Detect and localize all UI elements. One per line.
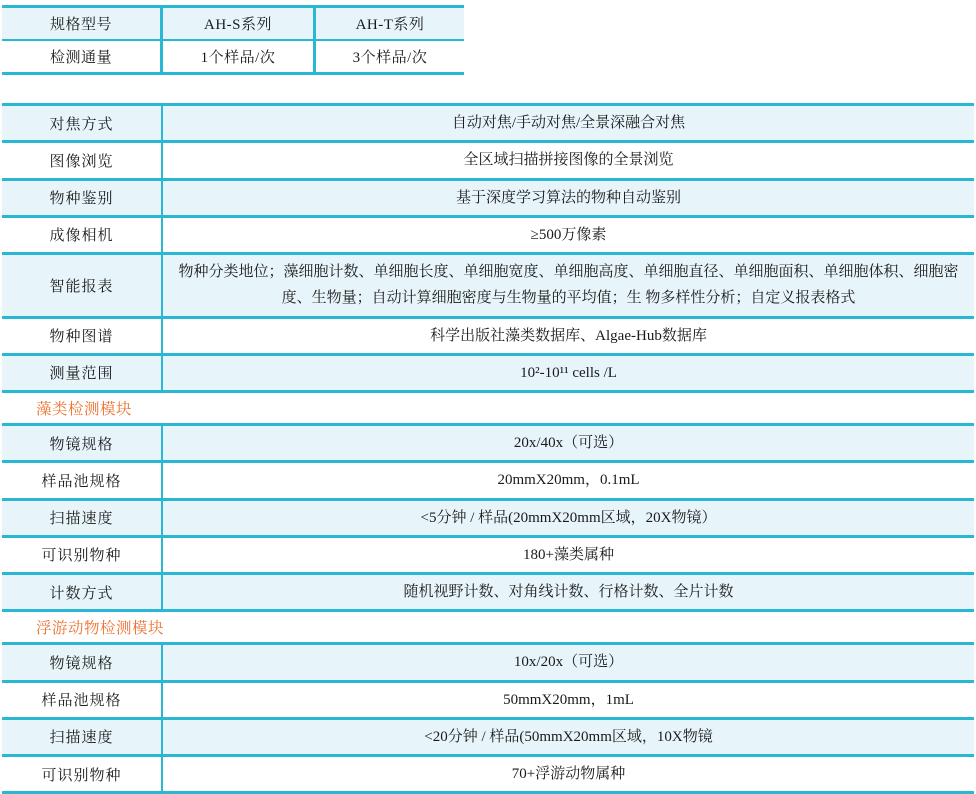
table-row [2, 41, 464, 72]
spec-value: ≥500万像素 [530, 226, 607, 243]
spec-value: 自动对焦/手动对焦/全景深融合对焦 [451, 115, 686, 131]
spec-value: 180+藻类属种 [523, 546, 614, 563]
spec-value: 物种分类地位；藻细胞计数、单细胞长度、单细胞宽度、单细胞高度、单细胞直径、单细胞面积、单细胞体积、细胞密度、生物量；自动计算细胞密度与生物量的平均值；生 物多样性分析；自定义报表格式 [178, 264, 959, 307]
table-row [2, 218, 974, 255]
spec-value: 20mmX20mm，0.1mL [497, 472, 640, 489]
table-row [2, 319, 974, 356]
spec-value: 基于深度学习算法的物种自动鉴别 [455, 189, 681, 206]
section-title-algae-module: 藻类检测模块 [36, 401, 133, 418]
spec-value: 50mmX20mm，1mL [503, 691, 634, 708]
spec-value: 3个样品/次 [352, 50, 428, 66]
spec-label: 智能报表 [2, 255, 163, 316]
spec-value: <5分钟 / 样品(20mmX20mm区域，20X物镜） [420, 509, 717, 526]
spec-label: 测量范围 [2, 356, 163, 390]
spec-label: 可识别物种 [2, 757, 163, 791]
spec-label: 扫描速度 [2, 501, 163, 535]
model-spec-table [2, 5, 464, 75]
spec-label: 扫描速度 [2, 720, 163, 754]
spec-label: 样品池规格 [2, 683, 163, 717]
spec-label: 图像浏览 [2, 143, 163, 177]
table-row [2, 538, 974, 575]
spec-header-series-s: AH-S系列 [163, 8, 316, 39]
table-row [2, 575, 974, 612]
spec-label: 检测通量 [2, 41, 163, 72]
spec-header-model: 规格型号 [2, 8, 163, 39]
spec-value: 随机视野计数、对角线计数、行格计数、全片计数 [403, 584, 734, 600]
spec-value: <20分钟 / 样品(50mmX20mm区域，10X物镜 [424, 728, 713, 745]
table-row [2, 463, 974, 500]
table-row [2, 426, 974, 463]
spec-label: 成像相机 [2, 218, 163, 252]
spec-label: 物种图谱 [2, 319, 163, 353]
spec-value: 10x/20x（可选） [513, 654, 624, 671]
spec-value: 科学出版社藻类数据库、Algae-Hub数据库 [430, 327, 707, 344]
zooplankton-module-table [2, 642, 974, 794]
table-row [2, 181, 974, 218]
table-row [2, 501, 974, 538]
table-row [2, 356, 974, 393]
spec-value: 1个样品/次 [163, 41, 316, 72]
table-row [2, 143, 974, 180]
spec-header-series-t: AH-T系列 [355, 17, 425, 33]
spec-value: 70+浮游动物属种 [511, 766, 626, 782]
spec-value: 全区域扫描拼接图像的全景浏览 [463, 152, 674, 169]
algae-module-table [2, 423, 974, 612]
table-row [2, 683, 974, 720]
table-row [2, 720, 974, 757]
spec-label: 样品池规格 [2, 463, 163, 497]
section-title-zooplankton-module: 浮游动物检测模块 [36, 620, 165, 638]
spec-label: 物镜规格 [2, 645, 163, 679]
spec-label: 计数方式 [2, 575, 163, 609]
spec-value: 10²-10¹¹ cells /L [520, 364, 617, 381]
spec-label: 对焦方式 [2, 106, 163, 140]
spec-label: 可识别物种 [2, 538, 163, 572]
general-features-table [2, 103, 974, 393]
table-row [2, 106, 974, 143]
table-row [2, 8, 464, 41]
spec-label: 物种鉴别 [2, 181, 163, 215]
spec-value: 20x/40x（可选） [513, 435, 624, 451]
spec-label: 物镜规格 [2, 426, 163, 460]
table-row [2, 255, 974, 319]
table-row [2, 645, 974, 682]
